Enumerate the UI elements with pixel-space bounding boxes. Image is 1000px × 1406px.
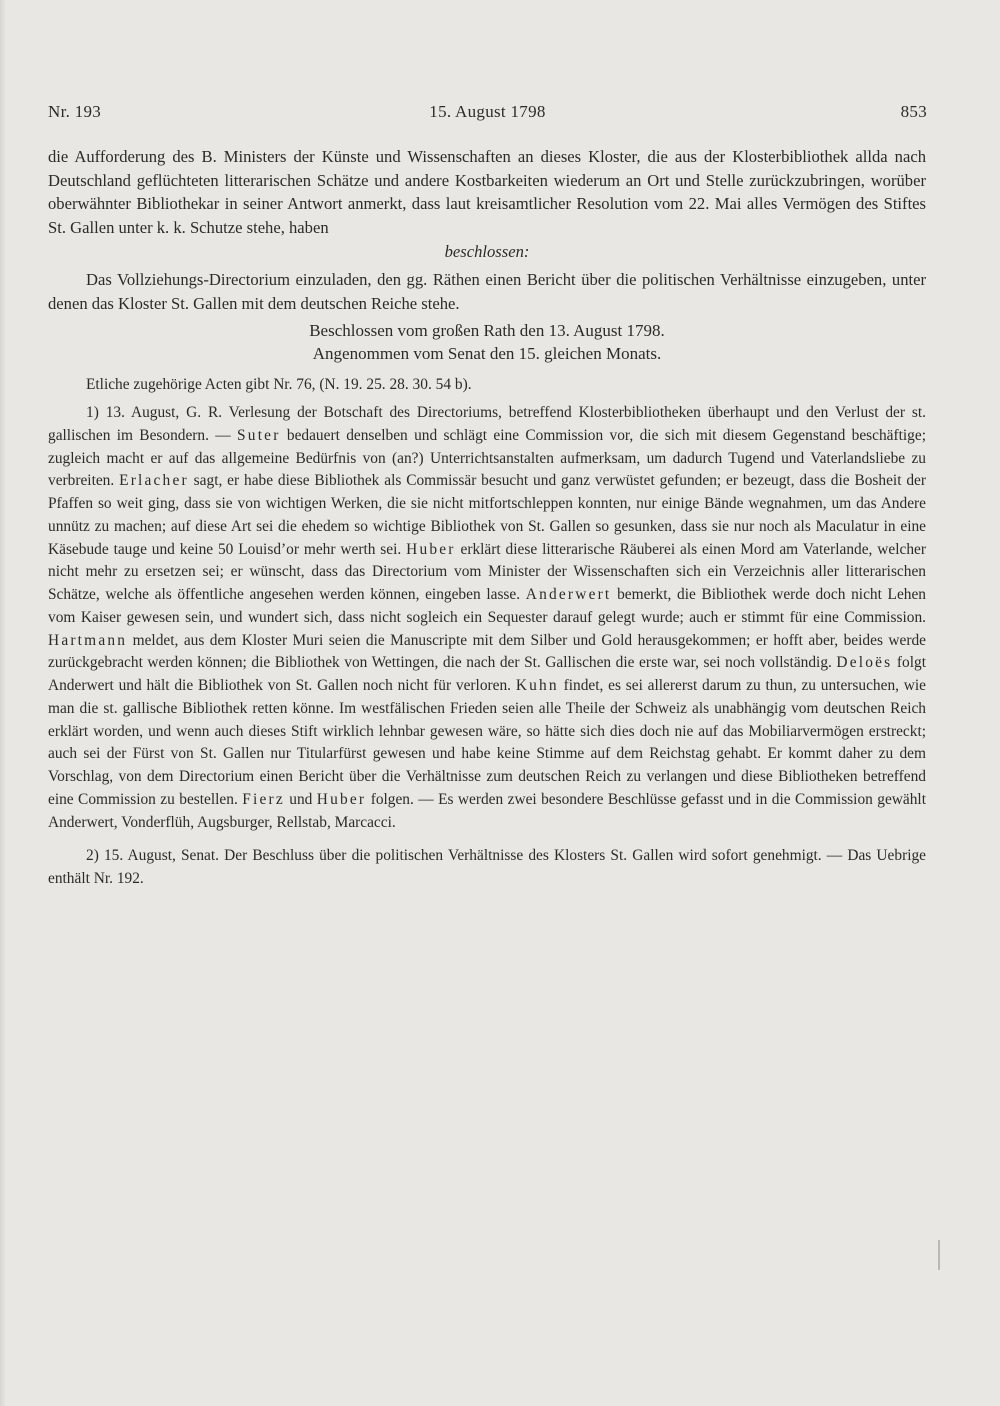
footnote-1-text: erklärt diese litterarische Räuberei als einen Mord am Vaterlande, welcher nicht mehr zu ersetzen sei; er wünscht, dass das Directorium vom Minister der Wissenschaften sich ein Verzeichnis aller litterarischen Schätze, welche als öffentliche angesehen werden können, eingeben lasse. (48, 540, 926, 604)
resolution-great-council: Beschlossen vom großen Rath den 13. August 1798. (309, 321, 665, 341)
footnote-1-text: findet, es sei allererst darum zu thun, zu untersuchen, wie man die st. gallische Bibliothek retten könne. Im westfälischen Frieden seien alle Theile der Schweiz als unabhängig vom deutschen Reich erklärt worden, und wenn auch dieses Stift wirklich lehnbar gewesen wäre, so hätte sich dies doch nie auf das Mobiliarvermögen erstreckt; auch sei der Fürst von St. Gallen nur Titularfürst gewesen und habe keine Stimme auf dem Reichstag gehabt. Er kommt daher zu dem Vorschlag, von dem Directorium einen Bericht über die Verhältnisse zum deutschen Reich zu verlangen und diese Bibliotheken betreffend eine Commission zu bestellen. (48, 677, 927, 808)
footnote-1-text: meldet, aus dem Kloster Muri seien die Manuscripte mit dem Silber und Gold herausgekommen; er hofft aber, beides werde zurückgebracht werden können; die Bibliothek von Wettingen, die nach der St. Gallischen die erste war, sei noch vollständig. (48, 631, 926, 672)
speaker-name: Huber (406, 540, 456, 558)
speaker-name: Kuhn (515, 677, 559, 695)
decision-paragraph: Das Vollziehungs-Directorium einzuladen, den gg. Räthen einen Bericht über die politischen Verhältnisse einzugeben, unter denen das Kloster St. Gallen mit dem deutschen Reiche stehe. (48, 269, 926, 313)
footnote-1-text: folgen. — Es werden zwei besondere Beschlüsse gefasst und in die Commission gewählt Anderwert, Vonderflüh, Augsburger, Rellstab, Marcacci. (48, 790, 926, 831)
page-margin-mark (938, 1240, 940, 1270)
document-number: Nr. 193 (48, 102, 102, 121)
footnote-1 (48, 402, 926, 834)
header-date: 15. August 1798 (429, 102, 546, 121)
decision-heading: beschlossen: (444, 242, 530, 262)
footnote-1-text: 1) 13. August, G. R. Verlesung der Botschaft des Directoriums, betreffend Klosterbibliotheken überhaupt und den Verlust der st. gallischen im Besondern. — (48, 404, 926, 444)
footnote-1-text: bedauert denselben und schlägt eine Commission vor, die sich mit diesem Gegenstand beschäftige; zugleich macht er auf das allgemeine Bedürfnis von (an?) Unterrichtsanstalten aufmerksam, um dadurch Tugend und Vaterlandsliebe zu verbreiten. (48, 426, 926, 490)
running-header (48, 102, 927, 126)
resolution-senate: Angenommen vom Senat den 15. gleichen Monats. (312, 344, 662, 364)
speaker-name: Huber (316, 790, 367, 808)
speaker-name: Erlacher (119, 472, 189, 490)
related-acts-note: Etliche zugehörige Acten gibt Nr. 76, (N. 19. 25. 28. 30. 54 b). (86, 376, 472, 394)
footnote-2: 2) 15. August, Senat. Der Beschluss über die politischen Verhältnisse des Klosters St. Gallen wird sofort genehmigt. — Das Uebrige enthält Nr. 192. (48, 847, 926, 888)
page-number: 853 (900, 102, 927, 121)
footnote-1-text: und (284, 790, 317, 808)
speaker-name: Hartmann (48, 631, 128, 649)
footnote-1-text: folgt Anderwert und hält die Bibliothek von St. Gallen noch nicht für verloren. (48, 654, 926, 695)
speaker-name: Deloës (836, 654, 893, 672)
speaker-name: Suter (237, 426, 281, 444)
document-body (48, 145, 926, 891)
speaker-name: Anderwert (525, 586, 612, 604)
footnote-1-text: sagt, er habe diese Bibliothek als Commissär besucht und ganz verwüstet gefunden; er bezeugt, dass die Bosheit der Pfaffen so weit ging, dass sie von wichtigen Werken, die sie nicht mitfortschleppen konnten, nur einige Bände wegnahmen, um das Andere unnütz zu machen; auf diese Art sei die ehedem so wichtige Bibliothek von St. Gallen so gesunken, dass sie nur noch als Maculatur in eine Käsebude tauge und keine 50 Louisd’or mehr werth sei. (48, 472, 926, 558)
page-edge-shadow (0, 0, 6, 1406)
footnote-1-text: bemerkt, die Bibliothek werde doch nicht Lehen vom Kaiser gewesen sein, und wundert sich, dass nicht sogleich ein Sequester darauf gelegt wurde; auch er stimmt für eine Commission. (48, 586, 927, 626)
speaker-name: Fierz (242, 790, 285, 808)
intro-paragraph: die Aufforderung des B. Ministers der Künste und Wissenschaften an dieses Kloster, die aus der Klosterbibliothek allda nach Deutschland geflüchteten litterarischen Schätze und andere Kostbarkeiten wiederum an Ort und Stelle zurückzubringen, worüber oberwähnter Bibliothekar in seiner Antwort anmerkt, dass laut kreisamtlicher Resolution vom 22. Mai alles Vermögen des Stiftes St. Gallen unter k. k. Schutze stehe, haben (48, 147, 926, 237)
